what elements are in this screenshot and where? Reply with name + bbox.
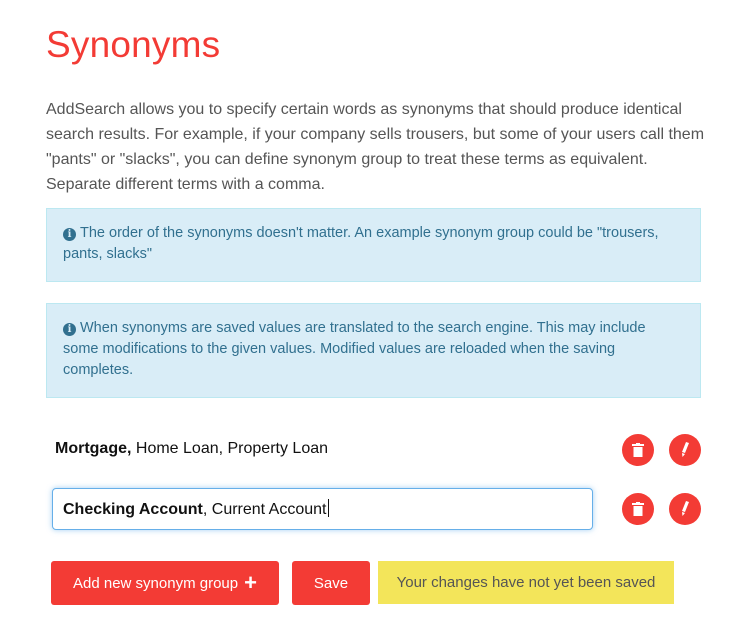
synonym-group-input[interactable] xyxy=(52,488,593,530)
pencil-icon xyxy=(679,501,691,517)
info-circle-icon: i xyxy=(63,323,76,336)
alert-text: The order of the synonyms doesn't matter. An example synonym group could be "trousers, pants, slacks" xyxy=(63,225,659,262)
edit-group-button[interactable] xyxy=(669,493,701,525)
synonym-other-terms: Home Loan, Property Loan xyxy=(131,440,329,457)
page-description: AddSearch allows you to specify certain words as synonyms that should produce identical search results. For example, if your company sells trousers, but some of your users call them "pants" or "slacks", you can define synonym group to treat these terms as equivalent. Separate different terms with a comma. xyxy=(46,101,705,193)
info-circle-icon: i xyxy=(63,228,76,241)
save-button[interactable]: Save xyxy=(292,561,370,605)
delete-group-button[interactable] xyxy=(622,434,654,466)
trash-icon xyxy=(632,502,644,516)
unsaved-changes-notice: Your changes have not yet been saved xyxy=(378,561,674,604)
synonym-group-row-editing xyxy=(46,487,706,531)
edit-group-button[interactable] xyxy=(669,434,701,466)
add-button-label: Add new synonym group xyxy=(73,574,239,592)
add-synonym-group-button[interactable] xyxy=(51,561,279,605)
pencil-icon xyxy=(679,442,691,458)
synonym-primary-term: Checking Account xyxy=(63,501,203,518)
info-alert-order xyxy=(46,208,701,282)
synonym-group-row xyxy=(46,428,706,472)
synonym-group-text[interactable] xyxy=(55,440,328,458)
alert-text: When synonyms are saved values are translated to the search engine. This may include some modifications to the given values. Modified values are reloaded when the saving completes. xyxy=(63,320,646,378)
text-caret xyxy=(328,499,329,517)
synonym-other-terms: , Current Account xyxy=(202,501,327,518)
synonym-primary-term: Mortgage, xyxy=(55,440,132,457)
page-title: Synonyms xyxy=(46,24,221,65)
delete-group-button[interactable] xyxy=(622,493,654,525)
trash-icon xyxy=(632,443,644,457)
plus-icon: + xyxy=(244,570,257,595)
info-alert-saving xyxy=(46,303,701,398)
